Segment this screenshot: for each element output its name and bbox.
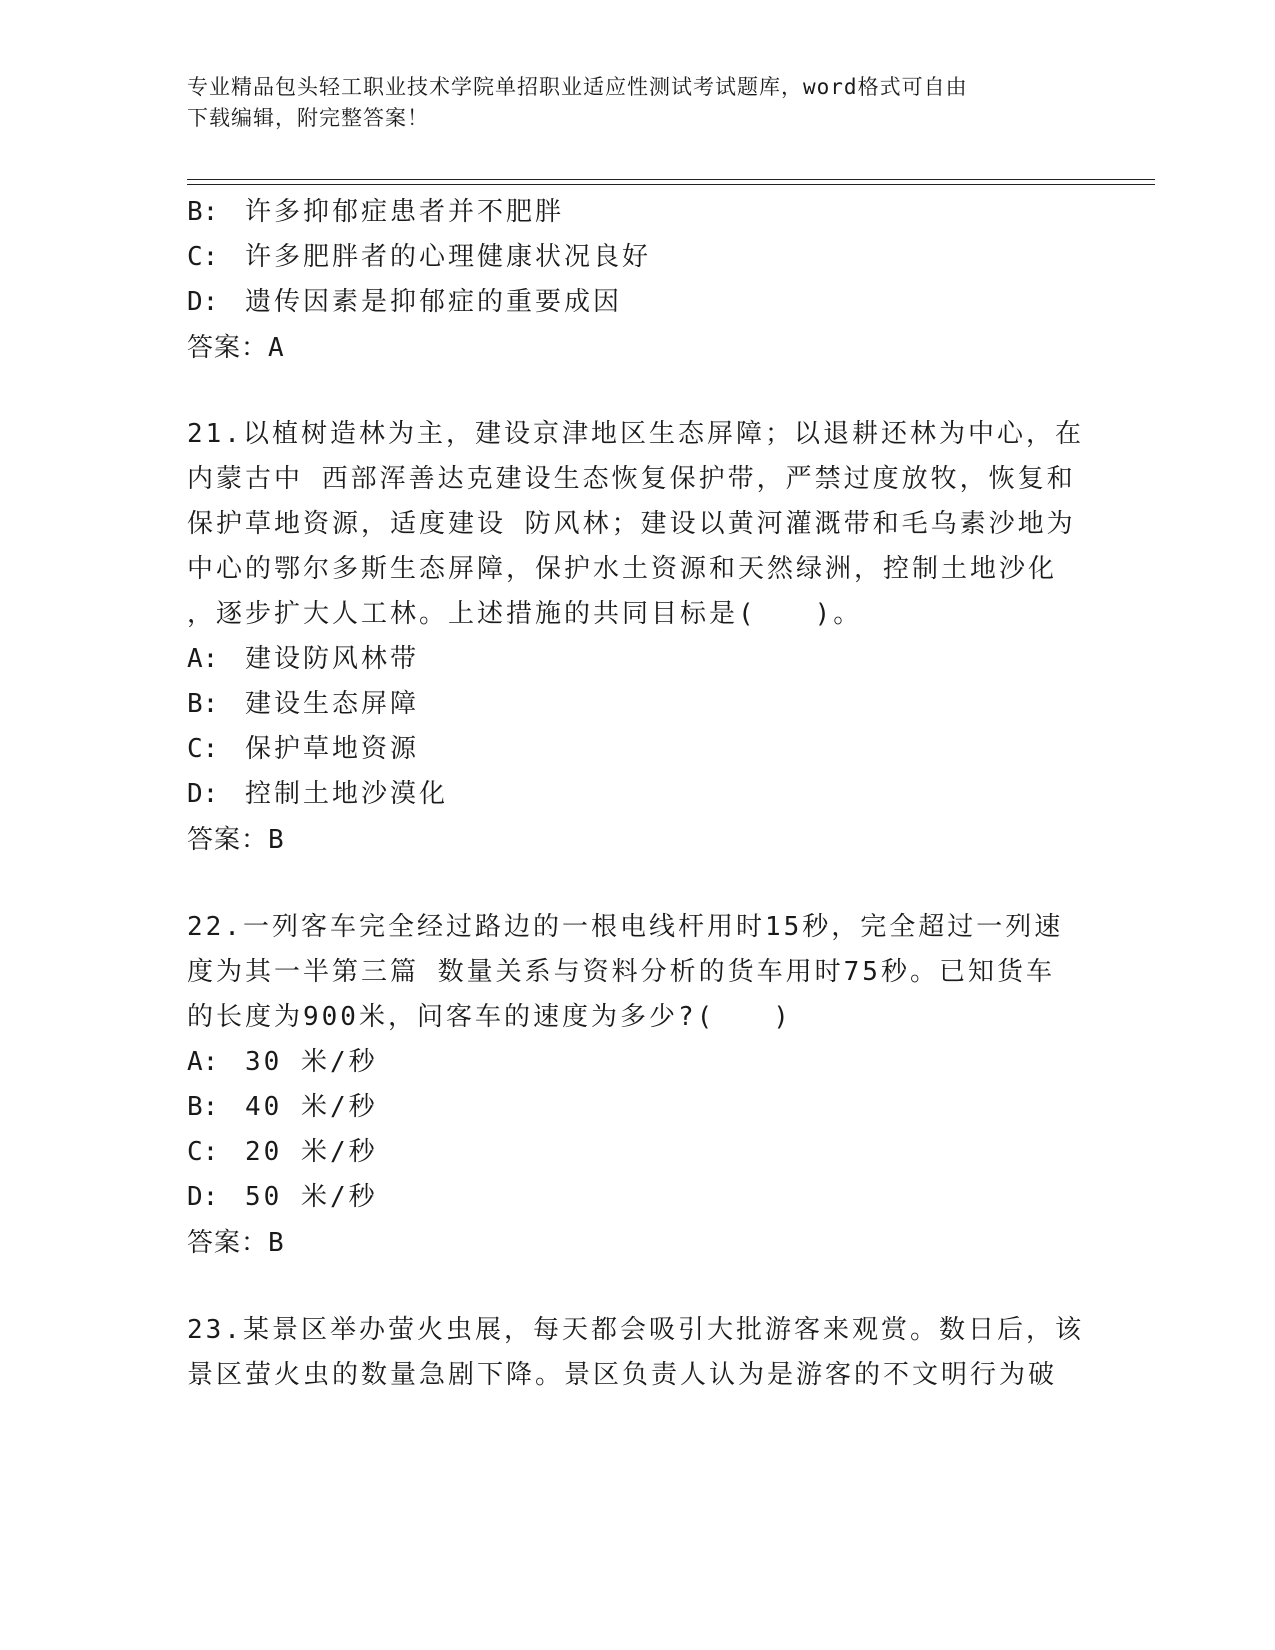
option-key: A: <box>187 1047 219 1077</box>
page-header <box>187 72 1067 134</box>
option-key: B: <box>187 689 219 719</box>
option-b <box>187 190 1087 235</box>
question-21-line: 内蒙古中 西部浑善达克建设生态恢复保护带，严禁过度放牧，恢复和 <box>187 464 1076 494</box>
question-22-line: 的长度为900米，问客车的速度为多少?( ) <box>187 1002 792 1032</box>
option-key: D: <box>187 779 219 809</box>
option-key: A: <box>187 644 219 674</box>
question-21-line: 保护草地资源，适度建设 防风林；建设以黄河灌溉带和毛乌素沙地为 <box>187 509 1076 539</box>
header-line-1: 专业精品包头轻工职业技术学院单招职业适应性测试考试题库，word格式可自由 <box>187 75 968 99</box>
option-d <box>187 280 1087 325</box>
question-23-line: 23.某景区举办萤火虫展，每天都会吸引大批游客来观赏。数日后，该 <box>187 1315 1084 1345</box>
option-key: D: <box>187 287 219 317</box>
header-line-2: 下载编辑，附完整答案！ <box>187 106 429 130</box>
option-text: 建设生态屏障 <box>245 689 420 719</box>
option-key: B: <box>187 1092 219 1122</box>
question-22-line: 22.一列客车完全经过路边的一根电线杆用时15秒，完全超过一列速 <box>187 912 1064 942</box>
option-a <box>187 637 1087 682</box>
question-22-answer: 答案：B <box>187 1228 285 1258</box>
option-text: 遗传因素是抑郁症的重要成因 <box>245 287 623 317</box>
question-22 <box>187 905 1087 1266</box>
question-23-line: 景区萤火虫的数量急剧下降。景区负责人认为是游客的不文明行为破 <box>187 1360 1058 1390</box>
option-d <box>187 1175 1087 1220</box>
option-key: D: <box>187 1182 219 1212</box>
option-text: 控制土地沙漠化 <box>245 779 449 809</box>
option-key: C: <box>187 1137 219 1167</box>
question-21-line: 中心的鄂尔多斯生态屏障，保护水土资源和天然绿洲，控制土地沙化 <box>187 554 1058 584</box>
question-20-options <box>187 190 1087 325</box>
option-text: 40 米/秒 <box>245 1092 378 1122</box>
question-21-answer: 答案：B <box>187 825 285 855</box>
question-22-line: 度为其一半第三篇 数量关系与资料分析的货车用时75秒。已知货车 <box>187 957 1055 987</box>
option-b <box>187 1085 1087 1130</box>
option-c <box>187 727 1087 772</box>
option-text: 建设防风林带 <box>245 644 420 674</box>
question-21-line: ，逐步扩大人工林。上述措施的共同目标是( )。 <box>187 599 863 629</box>
option-text: 许多肥胖者的心理健康状况良好 <box>245 242 652 272</box>
header-divider-bottom <box>187 184 1155 185</box>
option-c <box>187 1130 1087 1175</box>
option-a <box>187 1040 1087 1085</box>
question-21 <box>187 412 1087 863</box>
option-text: 50 米/秒 <box>245 1182 378 1212</box>
option-key: B: <box>187 197 219 227</box>
option-d <box>187 772 1087 817</box>
header-divider-top <box>187 179 1155 180</box>
option-c <box>187 235 1087 280</box>
option-b <box>187 682 1087 727</box>
option-text: 保护草地资源 <box>245 734 420 764</box>
question-21-line: 21.以植树造林为主，建设京津地区生态屏障；以退耕还林为中心，在 <box>187 419 1084 449</box>
option-key: C: <box>187 242 219 272</box>
option-text: 20 米/秒 <box>245 1137 378 1167</box>
option-text: 许多抑郁症患者并不肥胖 <box>245 197 565 227</box>
option-text: 30 米/秒 <box>245 1047 378 1077</box>
question-23 <box>187 1308 1087 1398</box>
question-content <box>187 190 1087 1398</box>
option-key: C: <box>187 734 219 764</box>
question-20-answer: 答案：A <box>187 333 285 363</box>
